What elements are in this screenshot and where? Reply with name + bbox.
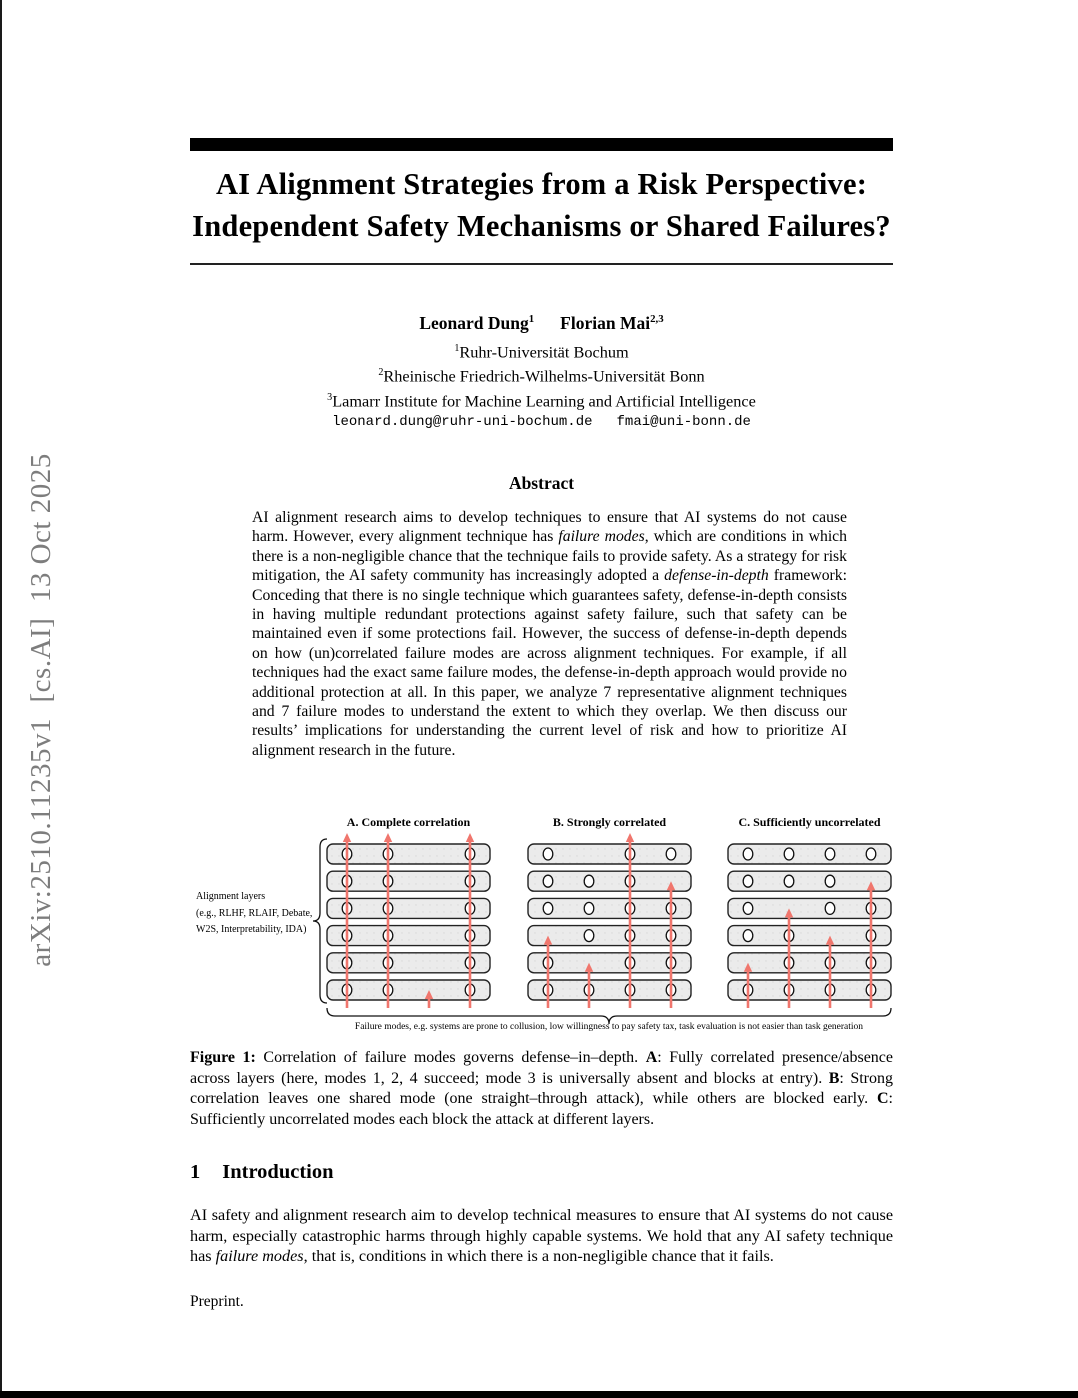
figure-1 [190, 805, 893, 1045]
title-top-rule [190, 138, 893, 151]
author-2: Florian Mai$^{2,3}$ [560, 313, 664, 333]
page-title [190, 163, 893, 247]
figure-label: Figure 1: [190, 1049, 264, 1066]
title-bottom-rule [190, 263, 893, 265]
abstract-heading: Abstract [508, 473, 575, 493]
abstract-emphasis-failure-modes: failure modes [558, 528, 645, 546]
affiliation-1: $^1$Ruhr-Universität Bochum [454, 342, 629, 362]
preprint-note: Preprint. [190, 1293, 244, 1310]
author-1-affil-mark: 1 [528, 313, 535, 326]
authors-block [190, 313, 893, 430]
author-2-affil-mark: 2,3 [650, 313, 664, 326]
panel-a-title: A. Complete correlation [346, 815, 471, 829]
email-line [190, 414, 893, 430]
introduction-paragraph: AI safety and alignment research aim to develop technical measures to ensure that AI systems do not cause harm, especially catastrophic harms through highly capable systems. We hold that any AI safety technique has failure modes, that is, conditions in which there is a non-negligible chance that it fails. [190, 1206, 893, 1265]
abstract-emphasis-defense-in-depth: defense-in-depth [664, 567, 769, 585]
email-author-2: fmai@uni-bonn.de [616, 414, 751, 431]
panel-b-title: B. Strongly correlated [552, 815, 667, 829]
author-1: Leonard Dung$^1$ [419, 313, 535, 333]
section-1-heading [190, 1161, 893, 1184]
email-author-1: leonard.dung@ruhr-uni-bochum.de [332, 414, 593, 431]
abstract-paragraph: AI alignment research aims to develop techniques to ensure that AI systems do not cause harm. However, every alignment technique has failure modes, which are conditions in which there is a non-negligible chance that the technique fails to provide safety. As a strategy for risk mitigation, the AI safety community has increasingly adopted a defense-in-depth framework: Conceding that there is no single technique which guarantees safety, defense-in-depth consists in having multiple redundant protections against safety failure, such that safety can be maintained even if some protections fail. However, the success of defense-in-depth depends on how (un)correlated failure modes are across alignment techniques. For example, if all techniques had the exact same failure modes, the defense-in-depth approach would provide no additional protection at all. In this paper, we analyze 7 representative alignment techniques and 7 failure modes to understand the extent to which they overlap. We then discuss our results’ implications for understanding the current level of risk and how to prioritize AI alignment research in the future. [252, 509, 847, 759]
page-bottom-bar [0, 1391, 1078, 1398]
affiliations [190, 338, 893, 411]
figure-panels [327, 833, 891, 1008]
section-number: 1 [190, 1161, 201, 1183]
figure-1-caption: Figure 1: Correlation of failure modes governs defense–in–depth. A: Fully correlated presence/absence across layers (here, modes 1, 2, 4 succeed; mode 3 is universally absent and blocks at entry). B: Strong correlation leaves one shared mode (one straight–through attack), while others are blocked early. C: Sufficiently uncorrelated modes each block the attack at different layers. [190, 1049, 894, 1128]
intro-emphasis-failure-modes: failure modes [215, 1247, 304, 1265]
alignment-layers-label: Alignment layers (e.g., RLHF, RLAIF, Debate, W2S, Interpretability, IDA) [196, 891, 313, 935]
arxiv-stamp: arXiv:2510.11235v1 [cs.AI] 13 Oct 2025 [25, 453, 57, 967]
panel-c-title: C. Sufficiently uncorrelated [738, 815, 881, 829]
author-line [190, 313, 893, 334]
page-title-line2: Independent Safety Mechanisms or Shared Failures? [192, 209, 891, 243]
affiliation-3: $^3$Lamarr Institute for Machine Learning and Artificial Intelligence [327, 391, 756, 411]
affiliation-2: $^2$Rheinische Friedrich-Wilhelms-Universität Bonn [378, 366, 705, 386]
section-title: Introduction [222, 1161, 334, 1183]
failure-modes-label: Failure modes, e.g. systems are prone to collusion, low willingness to pay safety tax, task evaluation is not easier than task generation [354, 1022, 864, 1032]
page-left-border [0, 0, 2, 1398]
page-title-line1: AI Alignment Strategies from a Risk Perspective: [215, 167, 868, 201]
